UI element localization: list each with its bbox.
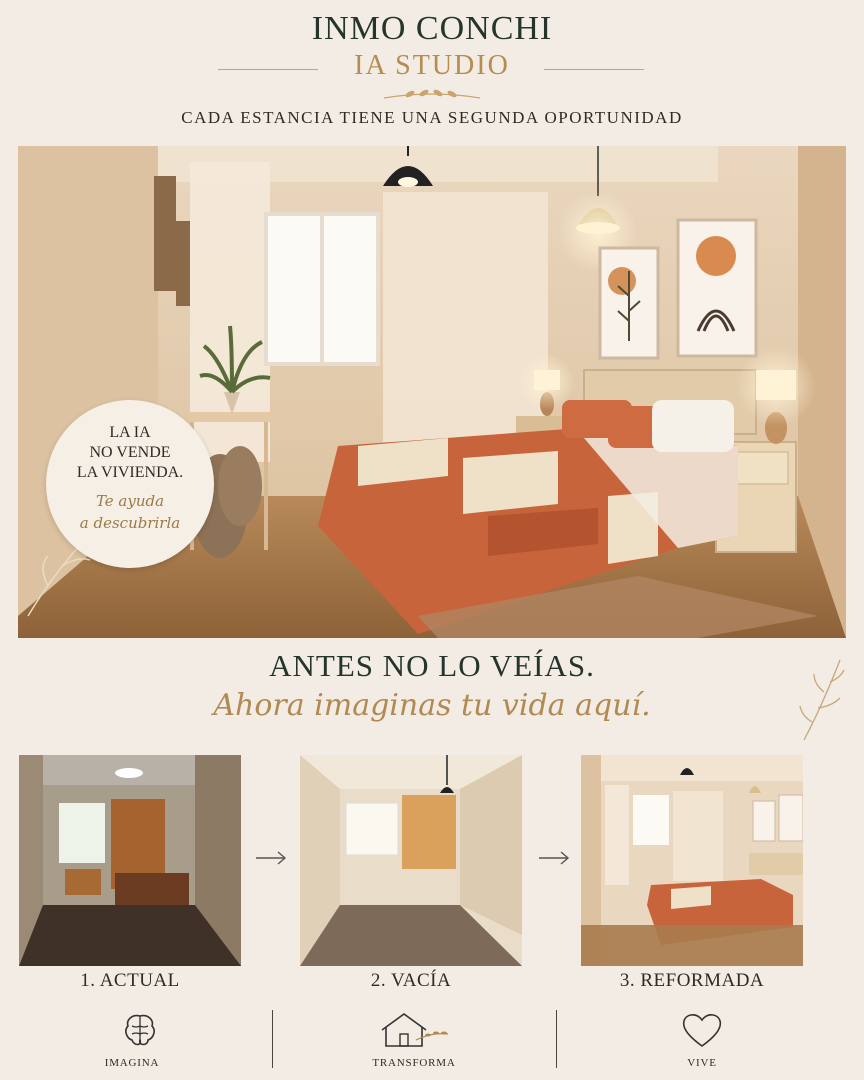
- badge-script-2: a descubrirla: [79, 514, 181, 532]
- script-subheadline: Ahora imaginas tu vida aquí.: [213, 688, 651, 723]
- vive-item: [632, 1010, 772, 1050]
- divider: [556, 1010, 557, 1068]
- step-1-image: [19, 755, 241, 966]
- brain-icon: [120, 1010, 160, 1050]
- leaf-branch-icon: [796, 656, 848, 742]
- headline: ANTES NO LO VEÍAS.: [269, 648, 595, 683]
- badge-line-2: NO VENDE: [89, 444, 171, 461]
- divider-right: [544, 69, 644, 70]
- step-3-image: [581, 755, 803, 966]
- imagina-label: IMAGINA: [104, 1057, 160, 1069]
- slogan-badge: [46, 400, 214, 568]
- transforma-label: TRANSFORMA: [372, 1057, 456, 1069]
- imagina-item: [70, 1010, 210, 1050]
- tagline: CADA ESTANCIA TIENE UNA SEGUNDA OPORTUNIDAD: [181, 108, 683, 127]
- divider: [272, 1010, 273, 1068]
- badge-line-3: LA VIVIENDA.: [76, 464, 184, 481]
- leaf-flourish-icon: [380, 86, 484, 104]
- step-1-label: 1. ACTUAL: [80, 970, 180, 991]
- house-icon: [376, 1010, 452, 1050]
- brand-subtitle: IA STUDIO: [354, 50, 510, 81]
- step-2-image: [300, 755, 522, 966]
- badge-script-1: Te ayuda: [95, 492, 165, 510]
- transforma-item: [344, 1010, 484, 1050]
- step-3-label: 3. REFORMADA: [619, 970, 765, 991]
- arrow-right-icon: [254, 848, 288, 868]
- badge-line-1: LA IA: [109, 424, 151, 441]
- vive-label: VIVE: [687, 1057, 717, 1069]
- step-2-label: 2. VACÍA: [370, 970, 452, 991]
- brand-title: INMO CONCHI: [311, 10, 553, 47]
- heart-icon: [680, 1010, 724, 1050]
- arrow-right-icon: [537, 848, 571, 868]
